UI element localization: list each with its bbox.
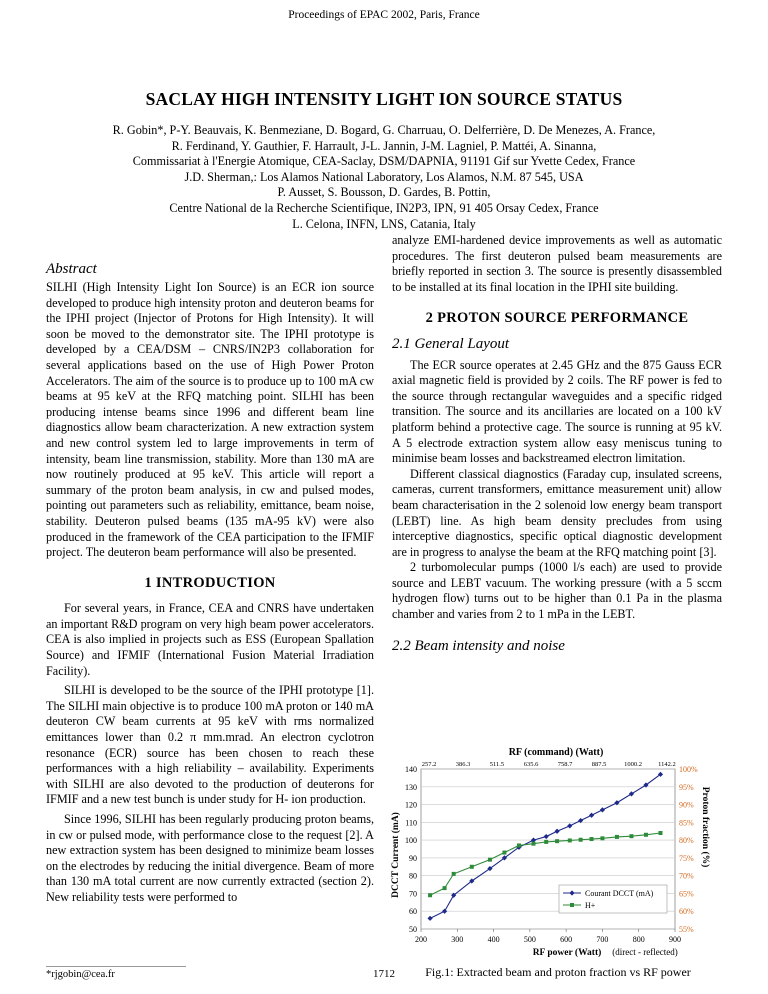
data-point <box>470 865 474 869</box>
left-tick-label: 50 <box>409 925 417 934</box>
data-point <box>443 886 447 890</box>
left-tick-label: 110 <box>405 818 417 828</box>
author-list <box>60 123 708 232</box>
author-line: J.D. Sherman,: Los Alamos National Laboratory, Los Alamos, N.M. 87 545, USA <box>184 169 584 184</box>
author-line: L. Celona, INFN, LNS, Catania, Italy <box>292 216 476 231</box>
section-1-heading: 1 INTRODUCTION <box>144 574 276 591</box>
legend-marker <box>570 903 574 907</box>
right-tick-label: 100% <box>679 765 698 774</box>
left-tick-label: 130 <box>405 782 417 792</box>
paragraph: The ECR source operates at 2.45 GHz and the 875 Gauss ECR axial magnetic field is provided by 2 coils. The RF power is fed to the source through rectangular waveguides and a specific ridged transition. The source and its ancillaries are located on a 100 kV platform behind a protective cage. The source is running at 95 kV. A 5 electrode extraction system allow easy meniscus tuning to minimise beam losses and backstreamed electron limitation. <box>392 357 722 466</box>
top-tick-label: 257.2 <box>421 761 437 768</box>
left-axis-label: DCCT Current (mA) <box>391 812 401 898</box>
author-line: R. Gobin*, P-Y. Beauvais, K. Benmeziane, D. Bogard, G. Charruau, O. Delferrière, D. De Menezes, A. France, <box>112 123 656 137</box>
footnote-rule <box>46 966 186 967</box>
paragraph: SILHI is developed to be the source of the IPHI prototype [1]. The SILHI main objective is to produce 100 mA proton or 140 mA deuteron CW beam currents at 95 keV with rms normalized emittances lower than 0.2 π mm.mrad. An electron cyclotron resonance (ECR) source has been chosen to reach these performances with a high reliability – availability. Experiments with SILHI are also devoted to the production of deuterons for IFMIF and a new test bunch is under study for H- ion production. <box>46 683 374 807</box>
author-line: R. Ferdinand, Y. Gauthier, F. Harrault, J-L. Jannin, J-M. Lagniel, P. Mattéi, A. Sinanna, <box>171 138 597 153</box>
right-tick-label: 60% <box>679 907 694 917</box>
left-column <box>46 280 374 906</box>
subsection-2-1-heading: 2.1 General Layout <box>392 335 510 352</box>
top-axis-label: RF (command) (Watt) <box>508 747 604 758</box>
data-point <box>428 893 432 897</box>
top-tick-label: 511.5 <box>489 761 505 768</box>
data-point <box>579 838 583 842</box>
x-tick-label: 800 <box>632 935 645 944</box>
top-tick-label: 1000.2 <box>624 761 642 768</box>
left-tick-label: 80 <box>409 871 417 881</box>
legend-label: H+ <box>585 901 596 910</box>
left-tick-label: 120 <box>405 800 417 810</box>
data-point <box>555 839 559 843</box>
right-axis-label: Proton fraction (%) <box>700 786 710 868</box>
right-tick-label: 90% <box>679 800 694 810</box>
left-tick-label: 140 <box>405 765 417 774</box>
x-axis-label: RF power (Watt) <box>532 948 602 958</box>
paragraph: Since 1996, SILHI has been regularly producing proton beams, in cw or pulsed mode, with performance close to the request [2]. A new extraction system has been designed to minimize beam losses on the electrodes by reducing the initial divergence. Beam of more than 130 mA total current are now currently extracted (section 2). New reliability tests were performed to <box>46 812 374 904</box>
paragraph: For several years, in France, CEA and CNRS have undertaken an important R&D program on very high beam power accelerators. CEA is also implied in projects such as ESS (European Spallation Source) and IFMIF (International Fusion Material Irradiation Facility). <box>46 601 374 678</box>
data-point <box>615 835 619 839</box>
x-tick-label: 300 <box>451 935 464 944</box>
rf-power-chart <box>385 743 710 961</box>
x-axis-note: (direct - reflected) <box>612 947 678 957</box>
data-point <box>629 834 633 838</box>
right-tick-label: 55% <box>679 925 694 934</box>
subsection-2-2-heading: 2.2 Beam intensity and noise <box>392 637 565 654</box>
data-point <box>568 838 572 842</box>
data-point <box>502 851 506 855</box>
x-tick-label: 400 <box>487 935 500 944</box>
top-tick-label: 758.7 <box>557 761 573 768</box>
x-tick-label: 500 <box>523 935 536 944</box>
right-tick-label: 80% <box>679 836 694 846</box>
data-point <box>452 872 456 876</box>
abstract-heading: Abstract <box>46 261 97 277</box>
left-tick-label: 60 <box>409 907 417 917</box>
running-header: Proceedings of EPAC 2002, Paris, France <box>288 9 480 21</box>
page-number: 1712 <box>373 968 395 980</box>
paragraph: analyze EMI-hardened device improvements as well as automatic procedures. The first deuteron pulsed beam measurements are briefly reported in section 3. The source is presently disassembled to be installed at its final location in the IPHI site building. <box>392 233 722 294</box>
data-point <box>488 858 492 862</box>
top-tick-label: 635.6 <box>523 761 539 768</box>
author-line: Commissariat à l'Energie Atomique, CEA-Saclay, DSM/DAPNIA, 91191 Gif sur Yvette Cedex, France <box>132 154 636 169</box>
data-point <box>658 831 662 835</box>
x-tick-label: 900 <box>669 935 681 944</box>
data-point <box>600 836 604 840</box>
data-point <box>531 842 535 846</box>
x-tick-label: 200 <box>415 935 427 944</box>
data-point <box>544 840 548 844</box>
data-point <box>517 843 521 847</box>
left-tick-label: 90 <box>409 853 417 863</box>
abstract-text: SILHI (High Intensity Light Ion Source) is an ECR ion source developed to produce high intensity proton and deuteron beams for the IPHI project (Injector of Protons for High Intensity). It will soon be moved to the demonstrator site. The IPHI prototype is developed by a CEA/DSM – CNRS/IN2P3 collaboration for several applications based on the use of High Power Proton Accelerators. The aim of the source is to produce up to 100 mA cw beams at 95 keV at the RFQ matching point. SILHI has been producing intense beams since 1996 and different beam line diagnostics allow beam characterization. A new extraction system and new control system led to large improvements in term of intensity, beam line transmission, stability. More than 130 mA are now routinely produced at 95 keV. This article will report a summary of the proton beam analysis, in cw and pulsed modes, pointing out parameters such as reliability, emittance, beam noise, stability. Deuteron pulsed beams (135 mA-95 kV) were also produced in the framework of the CEA participation to the IFMIF project. The deuteron beam performance will also be presented. <box>46 280 374 560</box>
footnote: *rjgobin@cea.fr <box>46 969 115 980</box>
left-tick-label: 100 <box>405 836 417 846</box>
legend-label: Courant DCCT (mA) <box>585 889 654 898</box>
right-tick-label: 85% <box>679 818 694 828</box>
figure-caption: Fig.1: Extracted beam and proton fraction vs RF power <box>425 965 691 979</box>
paragraph: Different classical diagnostics (Faraday cup, insulated screens, cameras, current transformers, emittance measurement unit) allow beam characterisation in the 2 solenoid low energy beam transport (LEBT) line. As high beam density precludes from using interceptive diagnostics, specific optical diagnostic development are in progress to analyse the beam at the RFQ matching point [3]. <box>392 466 722 559</box>
paragraph: 2 turbomolecular pumps (1000 l/s each) are used to provide source and LEBT vacuum. The working pressure (with a 5 sccm hydrogen flow) turns out to be higher than 0.1 Pa in the plasma chamber and varies from 2 to 1 mPa in the LEBT. <box>392 560 722 622</box>
right-tick-label: 95% <box>679 782 694 792</box>
top-tick-label: 386.3 <box>455 761 471 768</box>
right-column <box>392 233 722 654</box>
data-point <box>590 837 594 841</box>
top-tick-label: 1142.2 <box>658 761 676 768</box>
data-point <box>644 833 648 837</box>
author-line: P. Ausset, S. Bousson, D. Gardes, B. Pottin, <box>277 185 491 200</box>
top-tick-label: 887.5 <box>591 761 607 768</box>
section-2-heading: 2 PROTON SOURCE PERFORMANCE <box>425 310 689 327</box>
paper-title: SACLAY HIGH INTENSITY LIGHT ION SOURCE STATUS <box>145 89 623 109</box>
x-tick-label: 700 <box>596 935 609 944</box>
right-tick-label: 65% <box>679 889 694 899</box>
right-tick-label: 75% <box>679 853 694 863</box>
left-tick-label: 70 <box>409 889 417 899</box>
author-line: Centre National de la Recherche Scientifique, IN2P3, IPN, 91 405 Orsay Cedex, France <box>169 200 599 215</box>
right-tick-label: 70% <box>679 871 694 881</box>
x-tick-label: 600 <box>560 935 573 944</box>
